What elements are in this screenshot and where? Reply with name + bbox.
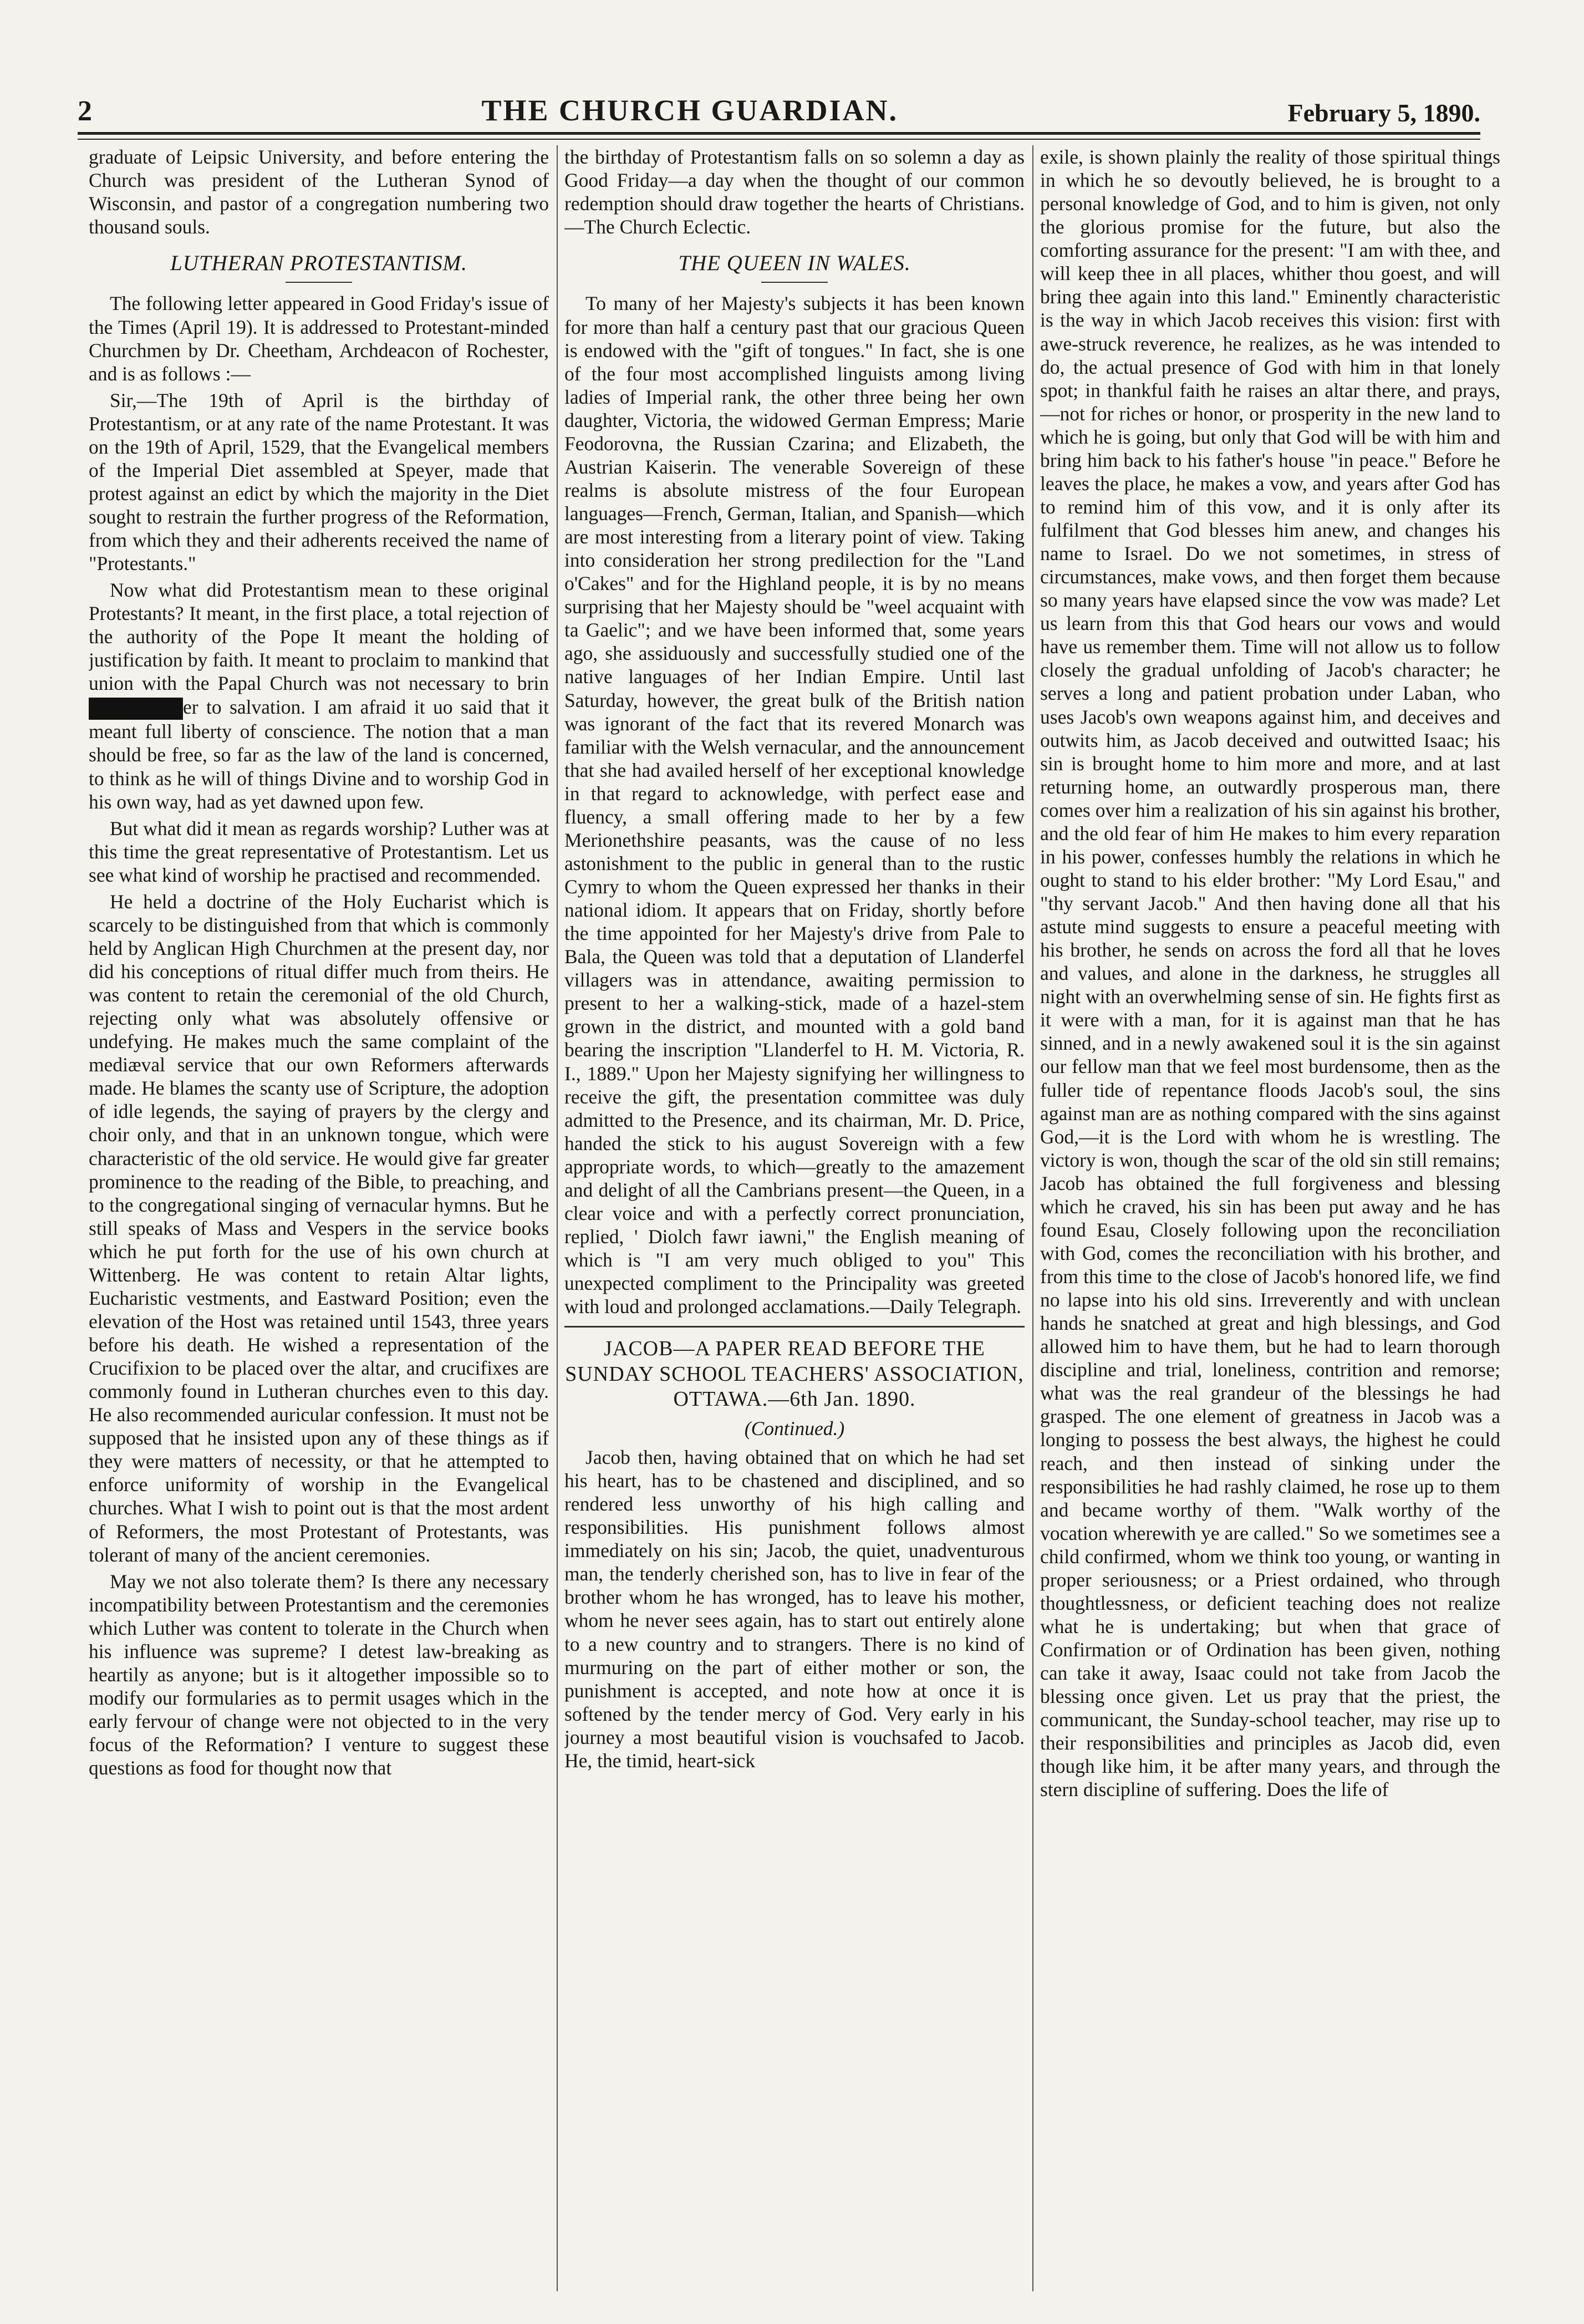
paragraph: He held a doctrine of the Holy Eucharist which is scarcely to be distinguished from that which is commonly held by Anglican High Churchmen at the present day, nor did his conceptions of ritual differ much from theirs. He was content to retain the ceremonial of the old Church, rejecting only what was absolutely offensive or undefying. He makes much the same complaint of the mediæval service that our own Reformers afterwards made. He blames the scanty use of Scripture, the adoption of idle legends, the saying of prayers by the clergy and choir only, and that in an unknown tongue, which were characteristic of the old service. He would give far greater prominence to the reading of the Bible, to preaching, and to the congregational singing of vernacular hymns. But he still speaks of Mass and Vespers in the service books which he put forth for the use of his own church at Wittenberg. He was content to retain Altar lights, Eucharistic vestments, and Eastward Position; even the elevation of the Host was retained until 1543, three years before his death. He wished a representation of the Crucifixion to be placed over the altar, and crucifixes are commonly found in Lutheran churches even to this day. He also recommended auricular confession. It must not be supposed that he insisted upon any of these things as if they were matters of necessity, or that he attempted to enforce uniformity of worship in the Evangelical churches. What I wish to point out is that the most ardent of Reformers, the most Protestant of Protestants, was tolerant of many of the ancient ceremonies. (89, 890, 549, 1566)
text-run: er to salvation. I am afraid it (183, 695, 425, 718)
paragraph: Sir,—The 19th of April is the birthday of Protestantism, or at any rate of the name Protestant. It was on the 19th of April, 1529, that the Evangelical members of the Imperial Diet assembled at Speyer, made that protest against an edict by which the majority in the Diet sought to restrain the further progress of the Reformation, from which they and their adherents received the name of "Protestants." (89, 389, 549, 575)
paragraph: exile, is shown plainly the reality of those spiritual things in which he so devoutly believed, he is brought to a personal knowledge of God, and to him is given, not only the glorious promise for the future, but also the comforting assurance for the present: "I am with thee, and will keep thee in all places, whither thou goest, and will bring thee again into this land." Eminently characteristic is the way in which Jacob receives this vision: first with awe-struck reverence, he realizes, as he was intended to do, the actual presence of God with him in that lonely spot; in thankful faith he raises an altar there, and prays,—not for riches or honor, or prosperity in the new land to which he is going, but only that God will be with him and bring him back to his father's house "in peace." Before he leaves the place, he makes a vow, and years after God has to remind him of this vow, and it is only after its fulfilment that God blesses him anew, and changes his name to Israel. Do we not sometimes, in stress of circumstances, make vows, and then forget them because so many years have elapsed since the vow was made? Let us learn from this that God hears our vows and would have us remember them. Time will not allow us to follow closely the gradual unfolding of Jacob's character; he serves a long and patient probation under Laban, who uses Jacob's own weapons against him, and deceives and outwits him, as Jacob deceived and outwitted Isaac; his sin is brought home to him more and more, and at last returning home, an outwardly prosperous man, there comes over him a realization of his sin against his brother, and the old fear of him He makes to him every reparation in his power, confesses humbly the relations in which he ought to stand to his elder brother: "My Lord Esau," and "thy servant Jacob." And then having done all that his astute mind suggests to ensure a peaceful meeting with his brother, he sends on across the ford all that he loves and values, and alone in the darkness, he struggles all night with an overwhelming sense of sin. He fights first as it were with a man, for it is against man that he has sinned, and in a newly awakened soul it is the sin against our fellow man that we feel most burdensome, then as the fuller tide of repentance floods Jacob's soul, the sins against man are as nothing compared with the sins against God,—it is the Lord with whom he is wrestling. The victory is won, though the scar of the old sin still remains; Jacob has obtained the full forgiveness and blessing which he craved, his sin has been put away and he has found Esau, Closely following upon the reconciliation with God, comes the reconciliation with his brother, and from this time to the close of Jacob's honored life, we find no lapse into his old sins. Irreverently and with unclean hands he snatched at great and high blessings, and God allowed him to have them, but he had to learn thorough discipline and trial, loneliness, contrition and remorse; what was the real grandeur of the blessings he had grasped. The one element of greatness in Jacob was a longing to possess the best always, the highest he could reach, and then instead of sinking under the responsibilities he had rashly claimed, he rose up to them and became worthy of them. "Walk worthy of the vocation wherewith ye are called." So we sometimes see a child confirmed, whom we think too young, or wanting in proper seriousness; or a Priest ordained, who through thoughtlessness, or deficient teaching does not realize what he is undertaking; but when that grace of Confirmation or of Ordination has been given, nothing can take it away, Isaac could not take from Jacob the blessing once given. Let us pray that the priest, the communicant, the Sunday-school teacher, may rise up to their responsibilities and principles as Jacob did, even though like him, it be after many years, and through the stern discipline of suffering. Does the life of (1040, 146, 1500, 1801)
paragraph: To many of her Majesty's subjects it has been known for more than half a century past that our gracious Queen is endowed with the "gift of tongues." In fact, she is one of the four most accomplished linguists among living ladies of Imperial rank, the other three being her own daughter, Victoria, the widowed German Empress; Marie Feodorovna, the Russian Czarina; and Elizabeth, the Austrian Kaiserin. The venerable Sovereign of these realms is absolute mistress of the four European languages—French, German, Italian, and Spanish—which are most interesting from a literary point of view. Taking into consideration her strong predilection for the "Land o'Cakes" and for the Highland people, it is by no means surprising that her Majesty should be "weel acquaint with ta Gaelic"; and we have been informed that, some years ago, she assiduously and successfully studied one of the native languages of her Indian Empire. Until last Saturday, however, the great bulk of the British nation was ignorant of the fact that its revered Monarch was familiar with the Welsh vernacular, and the announcement that she had availed herself of her exceptional knowledge in that regard to acknowledge, with perfect ease and fluency, a small offering made to her by a few Merionethshire peasants, was the cause of no less astonishment to the public in general than to the rustic Cymry to whom the Queen expressed her thanks in their national idiom. It appears that on Friday, shortly before the time appointed for her Majesty's drive from Pale to Bala, the Queen was told that a deputation of Llanderfel villagers was in attendance, awaiting permission to present to her a walking-stick, made of a hazel-stem grown in the district, and mounted with a gold band bearing the inscription "Llanderfel to H. M. Victoria, R. I., 1889." Upon her Majesty signifying her willingness to receive the gift, the presentation committee was duly admitted to the Presence, and its chairman, Mr. D. Price, handed the stick to his august Sovereign with a few appropriate words, to which—greatly to the amazement and delight of all the Cambrians present—the Queen, in a clear voice and with a perfectly correct pronunciation, replied, ' Diolch fawr iawni," the English meaning of which is "I am very much obliged to you" This unexpected compliment to the Principality was greeted with loud and prolonged acclamations.—Daily Telegraph. (564, 292, 1025, 1318)
text-run: uo said that it meant full liberty of conscience. The notion that a man should be free, so far as the law of the land is concerned, to think as he will of things Divine and to worship God in his own way, had as yet dawned upon few. (89, 695, 549, 813)
text-run: Now what did Protestantism mean to these original Protestants? It meant, in the first place, a total rejection of the authority of the Pope It meant the holding of justification by faith. It meant to proclaim to mankind that union with the Papal Church was not necessary to brin (89, 579, 549, 695)
paragraph (89, 578, 549, 813)
header-rule-thin (78, 139, 1480, 140)
paragraph: The following letter appeared in Good Friday's issue of the Times (April 19). It is addressed to Protestant-minded Churchmen by Dr. Cheetham, Archdeacon of Rochester, and is as follows :— (89, 292, 549, 385)
heading-rule (761, 282, 828, 283)
paragraph: graduate of Leipsic University, and before entering the Church was president of the Lutheran Synod of Wisconsin, and pastor of a congregation numbering two thousand souls. (89, 146, 549, 238)
article-heading: JACOB—A PAPER READ BEFORE THE SUNDAY SCHOOL TEACHERS' ASSOCIATION, OTTAWA.—6th Jan. 1890. (565, 1337, 1024, 1411)
ink-blot (89, 698, 183, 720)
heading-rule (286, 282, 352, 283)
column-1 (89, 145, 549, 2291)
newspaper-title: THE CHURCH GUARDIAN. (481, 94, 899, 127)
masthead (78, 83, 1480, 128)
continued-label: (Continued.) (744, 1417, 845, 1440)
header-rule (78, 132, 1480, 135)
column-divider (1032, 145, 1033, 2291)
paragraph: the birthday of Protestantism falls on so solemn a day as Good Friday—a day when the thought of our common redemption should draw together the hearts of Christians.—The Church Eclectic. (564, 146, 1025, 238)
article-heading: LUTHERAN PROTESTANTISM. (170, 251, 467, 276)
article-separator (564, 1326, 1025, 1328)
paragraph: But what did it mean as regards worship? Luther was at this time the great representative of Protestantism. Let us see what kind of worship he practised and recommended. (89, 817, 549, 886)
column-divider (557, 145, 558, 2291)
paragraph: May we not also tolerate them? Is there any necessary incompatibility between Protestantism and the ceremonies which Luther was content to tolerate in the Church when his influence was supreme? I detest law-breaking as heartily as anyone; but is it altogether impossible so to modify our formularies as to permit usages which in the early fervour of change were not objected to in the very focus of the Reformation? I venture to suggest these questions as food for thought now that (89, 1570, 549, 1779)
column-3 (1040, 145, 1500, 2291)
issue-date: February 5, 1890. (1287, 99, 1480, 127)
page-number: 2 (78, 95, 92, 127)
paragraph: Jacob then, having obtained that on which he had set his heart, has to be chastened and disciplined, and so rendered less unworthy of his high calling and responsibilities. His punishment follows almost immediately on his sin; Jacob, the quiet, unadventurous man, the tenderly cherished son, has to live in fear of the brother whom he has wronged, has to leave his mother, whom he never sees again, has to start out entirely alone to a new country and to strangers. There is no kind of murmuring on the part of either mother or son, the punishment is accepted, and note how at once it is softened by the tender mercy of God. Very early in his journey a most beautiful vision is vouchsafed to Jacob. He, the timid, heart-sick (564, 1446, 1025, 1772)
column-2 (564, 145, 1025, 2291)
article-heading: THE QUEEN IN WALES. (678, 251, 911, 276)
